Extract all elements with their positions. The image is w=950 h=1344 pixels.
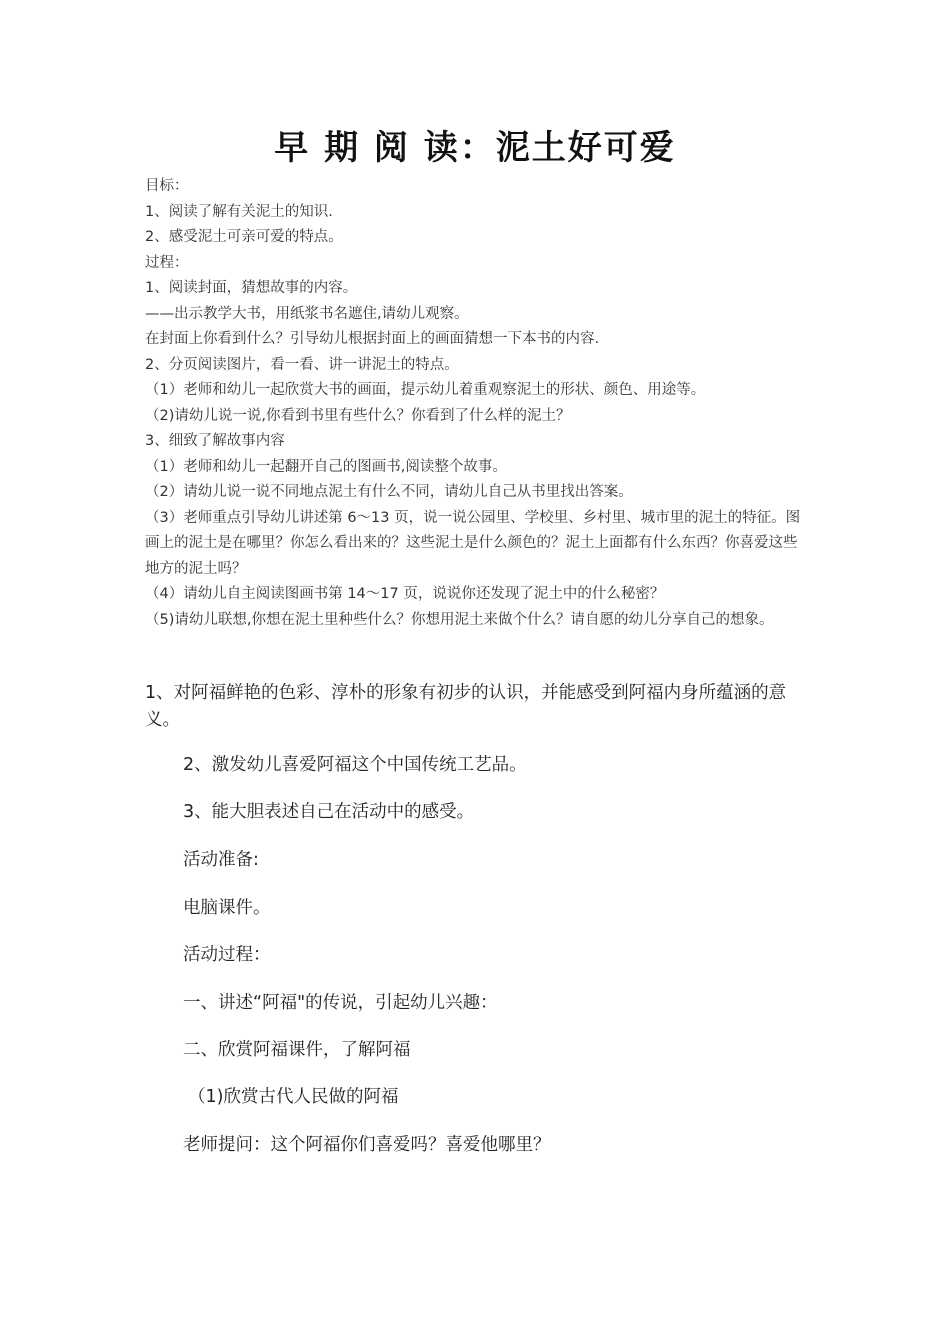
paragraph: 一、讲述“阿福"的传说，引起幼儿兴趣：: [183, 993, 498, 1013]
paragraph: （1）老师和幼儿一起欣赏大书的画面，提示幼儿着重观察泥土的形状、颜色、用途等。: [145, 382, 706, 398]
paragraph: 电脑课件。: [183, 898, 271, 918]
paragraph: （3）老师重点引导幼儿讲述第 6～13 页，说一说公园里、学校里、乡村里、城市里的泥土的特征。图画上的泥土是在哪里？你怎么看出来的？这些泥土是什么颜色的？泥土上面都有什么东西？你喜爱这些地方的泥土吗？: [145, 509, 801, 577]
lesson-plan-section: [145, 174, 810, 633]
paragraph: 1、阅读封面，猜想故事的内容。: [145, 280, 358, 296]
paragraph: 在封面上你看到什么？引导幼儿根据封面上的画面猜想一下本书的内容.: [145, 331, 600, 347]
paragraph: 2、感受泥土可亲可爱的特点。: [145, 229, 343, 245]
paragraph: （2)请幼儿说一说,你看到书里有些什么？你看到了什么样的泥土？: [145, 407, 571, 424]
paragraph: 2、激发幼儿喜爱阿福这个中国传统工艺品。: [183, 755, 527, 775]
paragraph: （4）请幼儿自主阅读图画书第 14～17 页，说说你还发现了泥土中的什么秘密？: [145, 586, 665, 602]
paragraph: 3、能大胆表述自己在活动中的感受。: [183, 802, 475, 822]
paragraph: （5)请幼儿联想,你想在泥土里种些什么？你想用泥土来做个什么？请自愿的幼儿分享自己的想象。: [145, 611, 774, 628]
paragraph: 二、欣赏阿福课件，了解阿福: [183, 1040, 411, 1060]
paragraph: 老师提问：这个阿福你们喜爱吗？喜爱他哪里？: [183, 1135, 551, 1155]
paragraph: （2）请幼儿说一说不同地点泥土有什么不同，请幼儿自己从书里找出答案。: [145, 484, 633, 500]
paragraph: 目标：: [145, 178, 189, 194]
paragraph: 2、分页阅读图片，看一看、讲一讲泥土的特点。: [145, 356, 459, 373]
paragraph: 3、细致了解故事内容: [145, 433, 285, 449]
paragraph: （1)欣赏古代人民做的阿福: [188, 1087, 399, 1107]
heading-process: 活动过程：: [183, 945, 271, 965]
paragraph: 1、阅读了解有关泥土的知识.: [145, 203, 333, 220]
paragraph: （1）老师和幼儿一起翻开自己的图画书,阅读整个故事。: [145, 458, 507, 475]
heading-preparation: 活动准备:: [183, 850, 259, 870]
goal-paragraph: [145, 680, 810, 734]
paragraph: ——出示教学大书，用纸浆书名遮住,请幼儿观察。: [145, 305, 469, 322]
document-title: 早 期 阅 读：泥土好可爱: [274, 128, 676, 168]
paragraph: 过程：: [145, 254, 189, 271]
paragraph: 1、对阿福鲜艳的色彩、淳朴的形象有初步的认识，并能感受到阿福内身所蕴涵的意义。: [145, 683, 787, 730]
